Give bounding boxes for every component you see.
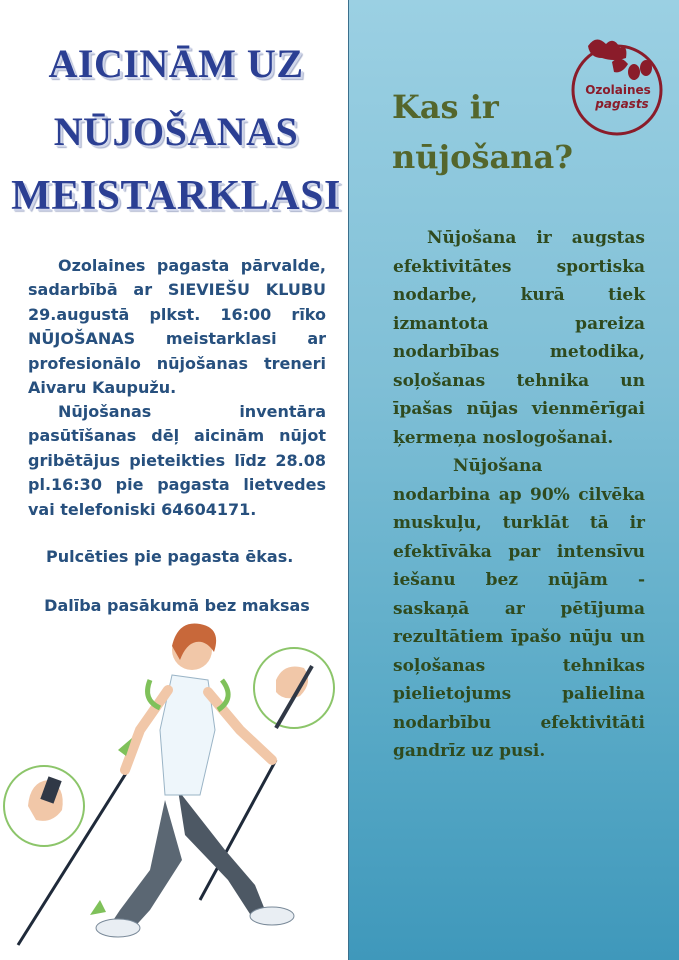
meeting-point-paragraph: Pulcēties pie pagasta ēkas. bbox=[46, 547, 294, 566]
heading-line-1: Kas ir bbox=[392, 88, 499, 126]
title-line-2: NŪJOŠANAS bbox=[53, 109, 299, 154]
invitation-paragraph: Ozolaines pagasta pārvalde, sadarbībā ar SIEVIEŠU KLUBU 29.augustā plkst. 16:00 rīko NŪJOŠANAS meistarklasi ar profesionālo nūjošanas treneri Aivaru Kaupužu. bbox=[28, 256, 326, 398]
heading-line-2: nūjošana? bbox=[392, 138, 573, 176]
description-paragraph-2: Nūjošana nodarbina ap 90% cilvēka muskuļu, turklāt tā ir efektīvāka par intensīvu iešanu bez nūjām - saskaņā ar pētījuma rezultātiem īpašo nūju un soļošanas tehnikas pielietojums palielina nodarbību efektivitāti gandrīz uz pusi. bbox=[393, 456, 645, 761]
description-text bbox=[393, 224, 645, 766]
logo-line-1: Ozolaines bbox=[585, 83, 651, 97]
title-line-3: MEISTARKLASI bbox=[11, 173, 341, 219]
title-line-1: AICINĀM UZ bbox=[48, 41, 304, 86]
right-column bbox=[348, 0, 679, 960]
free-admission-note: Dalība pasākumā bez maksas bbox=[44, 596, 310, 615]
description-paragraph-1: Nūjošana ir augstas efektivitātes sportiska nodarbe, kurā tiek izmantota pareiza nodarbības metodika, soļošanas tehnika un īpašas nūjas vienmērīgai ķermeņa noslogošanai. bbox=[393, 228, 645, 448]
nordic-walking-illustration bbox=[0, 610, 348, 960]
logo-line-2: pagasts bbox=[595, 97, 649, 111]
registration-paragraph: Nūjošanas inventāra pasūtīšanas dēļ aicinām nūjot gribētājus pieteikties līdz 28.08 pl.16:30 pie pagasta lietvedes vai telefoniski 64604171. bbox=[28, 402, 326, 519]
